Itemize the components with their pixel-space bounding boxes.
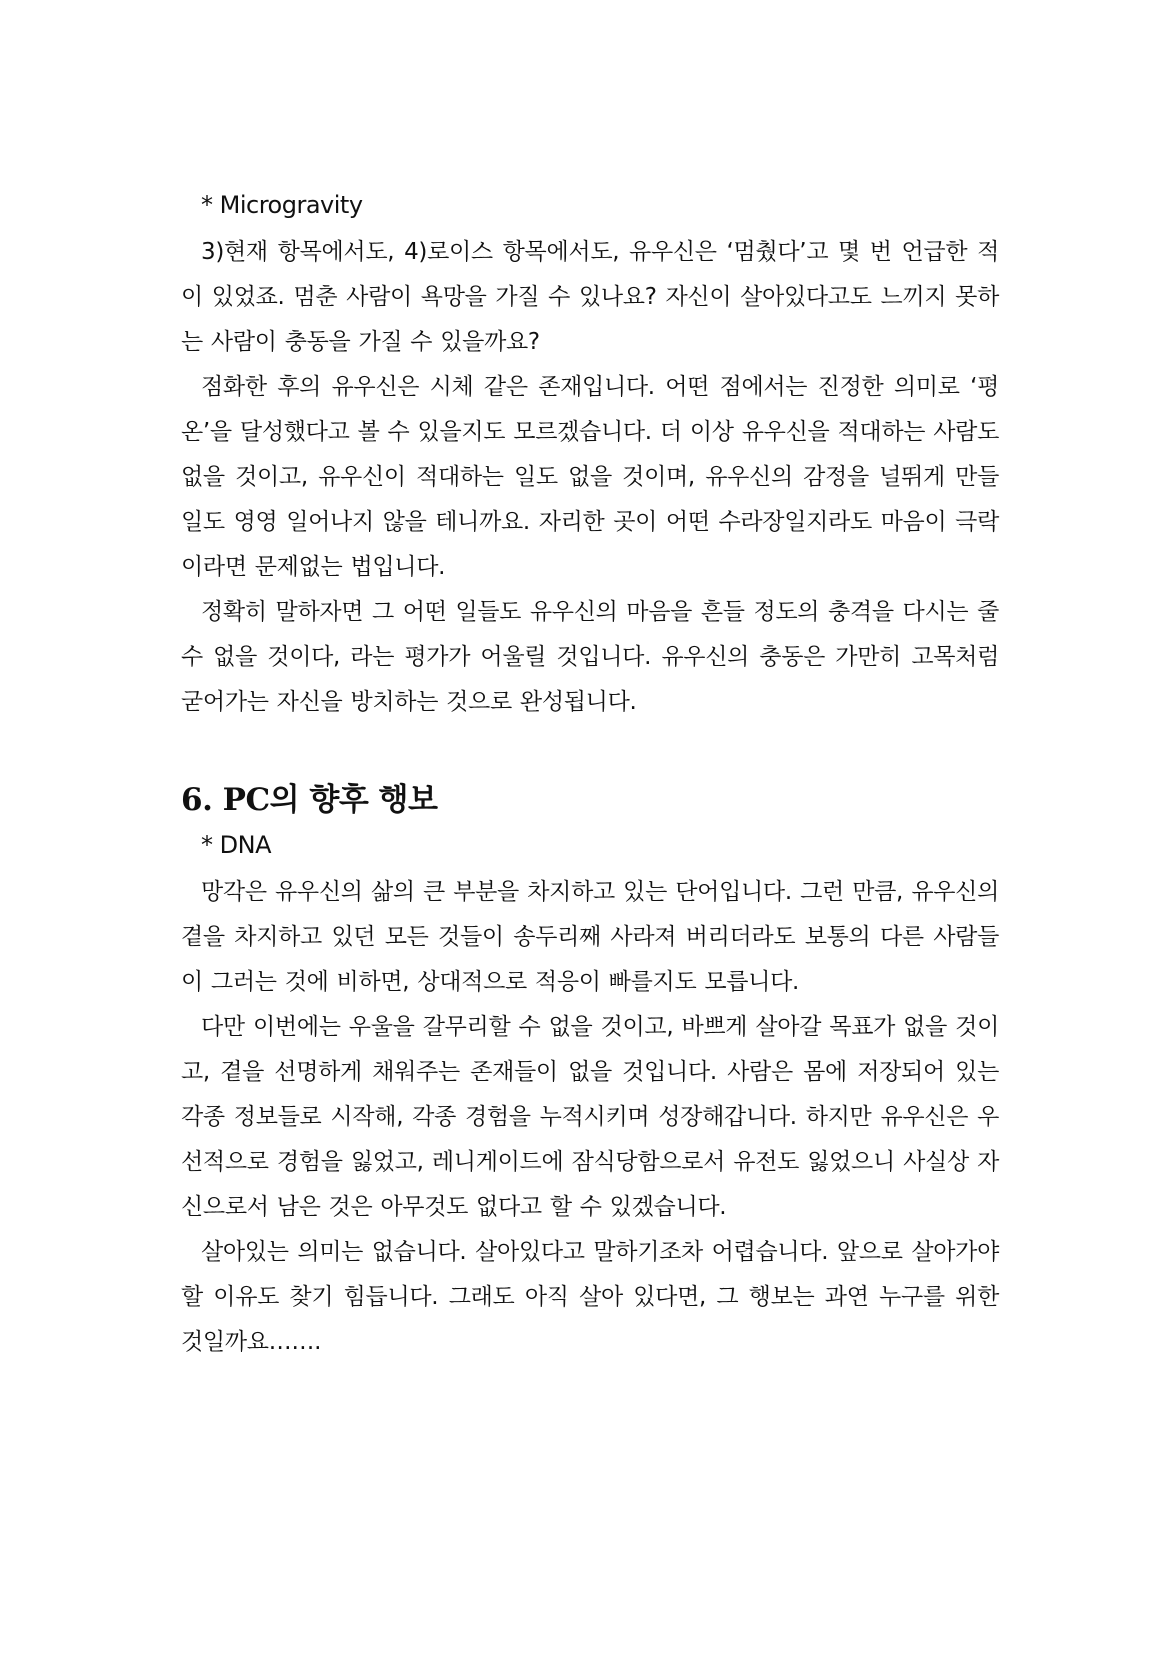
microgravity-label: * Microgravity: [201, 191, 363, 219]
paragraph: 정확히 말하자면 그 어떤 일들도 유우신의 마음을 흔들 정도의 충격을 다시는 줄 수 없을 것이다, 라는 평가가 어울릴 것입니다. 유우신의 충동은 가만히 고목처럼 굳어가는 자신을 방치하는 것으로 완성됩니다.: [181, 599, 999, 715]
page-content: [181, 190, 999, 1365]
section-6: [181, 780, 999, 1365]
dna-label: * DNA: [201, 831, 271, 859]
paragraph: 살아있는 의미는 없습니다. 살아있다고 말하기조차 어렵습니다. 앞으로 살아가야 할 이유도 찾기 힘듭니다. 그래도 아직 살아 있다면, 그 행보는 과연 누구를 위한 것일까요…….: [181, 1239, 999, 1355]
paragraph: 점화한 후의 유우신은 시체 같은 존재입니다. 어떤 점에서는 진정한 의미로 ‘평온’을 달성했다고 볼 수 있을지도 모르겠습니다. 더 이상 유우신을 적대하는 사람도 없을 것이고, 유우신이 적대하는 일도 없을 것이며, 유우신의 감정을 널뛰게 만들 일도 영영 일어나지 않을 테니까요. 자리한 곳이 어떤 수라장일지라도 마음이 극락이라면 문제없는 법입니다.: [181, 374, 999, 580]
section-title: 6. PC의 향후 행보: [181, 782, 438, 818]
microgravity-block: [181, 190, 999, 725]
paragraph: 3)현재 항목에서도, 4)로이스 항목에서도, 유우신은 ‘멈췄다’고 몇 번 언급한 적이 있었죠. 멈춘 사람이 욕망을 가질 수 있나요? 자신이 살아있다고도 느끼지 못하는 사람이 충동을 가질 수 있을까요?: [181, 239, 999, 355]
paragraph: 다만 이번에는 우울을 갈무리할 수 없을 것이고, 바쁘게 살아갈 목표가 없을 것이고, 곁을 선명하게 채워주는 존재들이 없을 것입니다. 사람은 몸에 저장되어 있는 각종 정보들로 시작해, 각종 경험을 누적시키며 성장해갑니다. 하지만 유우신은 우선적으로 경험을 잃었고, 레니게이드에 잠식당함으로서 유전도 잃었으니 사실상 자신으로서 남은 것은 아무것도 없다고 할 수 있겠습니다.: [181, 1014, 999, 1220]
paragraph: 망각은 유우신의 삶의 큰 부분을 차지하고 있는 단어입니다. 그런 만큼, 유우신의 곁을 차지하고 있던 모든 것들이 송두리째 사라져 버리더라도 보통의 다른 사람들이 그러는 것에 비하면, 상대적으로 적응이 빠를지도 모릅니다.: [181, 879, 999, 995]
